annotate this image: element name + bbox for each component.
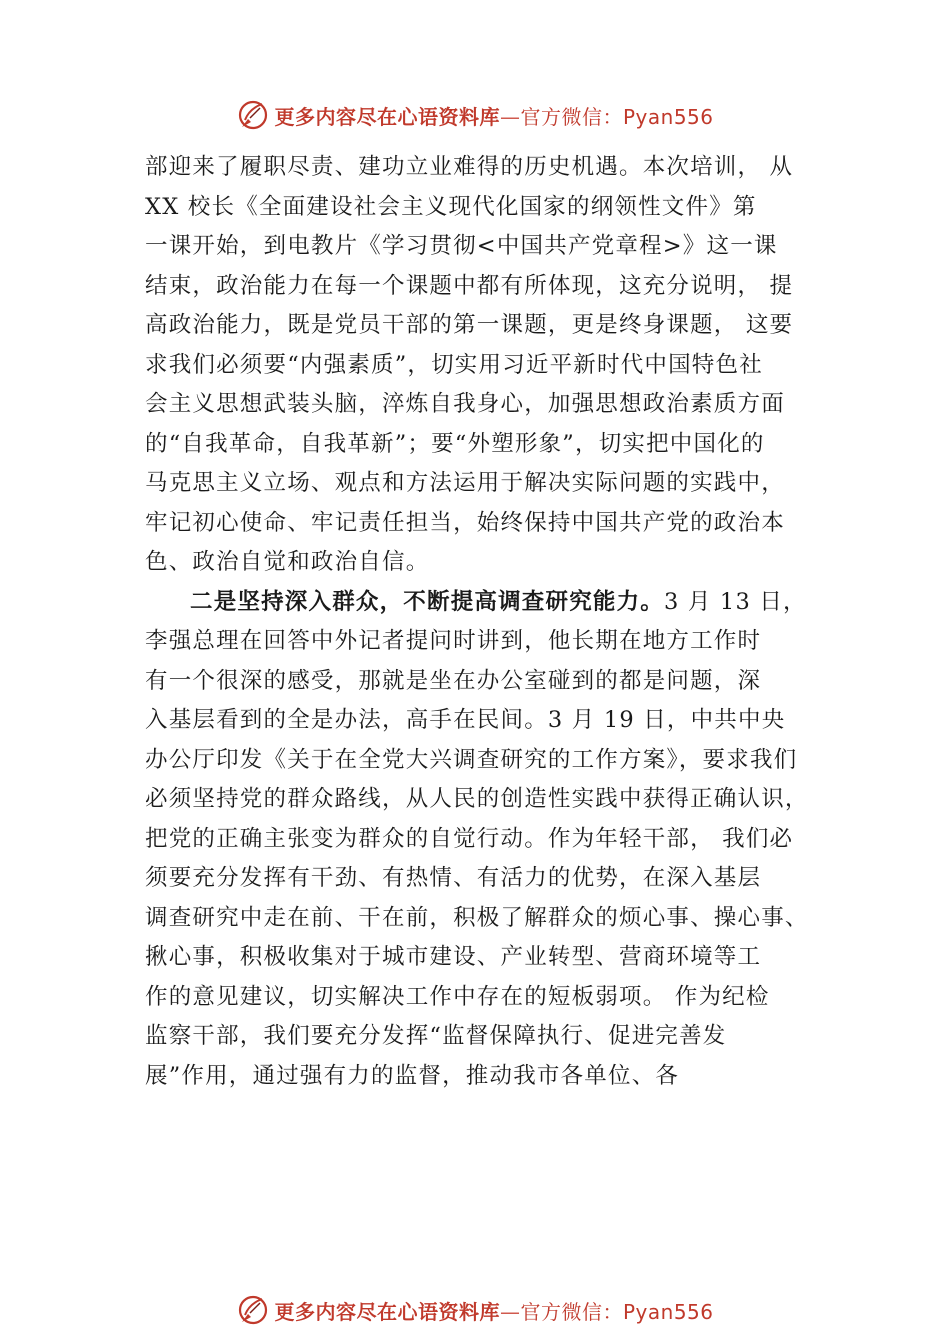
pen-logo-icon: [236, 98, 270, 132]
body-line: 李强总理在回答中外记者提问时讲到，他长期在地方工作时: [145, 628, 762, 654]
paragraph-2-date: 3 月 13 日，: [664, 588, 807, 615]
body-line: 求我们必须要“内强素质”，切实用习近平新时代中国特色社: [145, 351, 763, 378]
footer-watermark: [0, 1290, 950, 1330]
watermark-account: Pyan556: [622, 104, 714, 129]
watermark-prefix: 更多内容尽在心语资料库: [274, 104, 500, 129]
header-watermark: [0, 95, 950, 135]
paragraph-2-first-line: [145, 583, 821, 623]
watermark-suffix: 官方微信：: [520, 104, 623, 129]
body-line: 办公厅印发《关于在全党大兴调查研究的工作方案》，要求我们: [145, 746, 798, 773]
body-line: 展”作用，通过强有力的监督，推动我市各单位、各: [145, 1062, 680, 1089]
body-line: 入基层看到的全是办法，高手在民间。3 月 19 日，中共中央: [145, 707, 786, 733]
watermark-suffix: 官方微信：: [520, 1299, 623, 1324]
body-line: 部迎来了履职尽责、建功立业难得的历史机遇。本次培训， 从: [145, 154, 794, 180]
body-line: 有一个很深的感受，那就是坐在办公室碰到的都是问题，深: [145, 667, 762, 694]
body-line: 的“自我革命，自我革新”；要“外塑形象”，切实把中国化的: [145, 430, 765, 457]
body-line: 高政治能力，既是党员干部的第一课题，更是终身课题， 这要: [145, 312, 794, 338]
body-line: 作的意见建议，切实解决工作中存在的短板弱项。 作为纪检: [145, 983, 770, 1010]
body-line: 揪心事，积极收集对于城市建设、产业转型、营商环境等工: [145, 944, 762, 970]
body-line: 结束，政治能力在每一个课题中都有所体现，这充分说明， 提: [145, 272, 794, 299]
body-line: 会主义思想武装头脑，淬炼自我身心，加强思想政治素质方面: [145, 391, 785, 417]
pen-logo-icon: [236, 1293, 270, 1327]
body-line: 一课开始，到电教片《学习贯彻<中国共产党章程>》这一课: [145, 233, 778, 259]
body-line: 牢记初心使命、牢记责任担当，始终保持中国共产党的政治本: [145, 509, 785, 536]
body-line: 须要充分发挥有干劲、有热情、有活力的优势，在深入基层: [145, 865, 762, 891]
body-line: 监察干部，我们要充分发挥“监督保障执行、促进完善发: [145, 1023, 727, 1049]
watermark-account: Pyan556: [622, 1299, 714, 1324]
body-line: 马克思主义立场、观点和方法运用于解决实际问题的实践中，: [145, 470, 785, 496]
body-line: XX 校长《全面建设社会主义现代化国家的纲领性文件》第: [145, 193, 757, 220]
body-line: 色、政治自觉和政治自信。: [145, 549, 430, 575]
body-line: 调查研究中走在前、干在前，积极了解群众的烦心事、操心事、: [145, 904, 809, 931]
watermark-dash: —: [499, 1299, 521, 1324]
body-line: 把党的正确主张变为群众的自觉行动。作为年轻干部， 我们必: [145, 825, 794, 852]
watermark-prefix: 更多内容尽在心语资料库: [274, 1299, 500, 1324]
paragraph-2-heading: 二是坚持深入群众，不断提高调查研究能力。: [190, 588, 665, 615]
document-body: [145, 148, 821, 1096]
watermark-dash: —: [499, 104, 521, 129]
body-line: 必须坚持党的群众路线，从人民的创造性实践中获得正确认识，: [145, 786, 809, 812]
